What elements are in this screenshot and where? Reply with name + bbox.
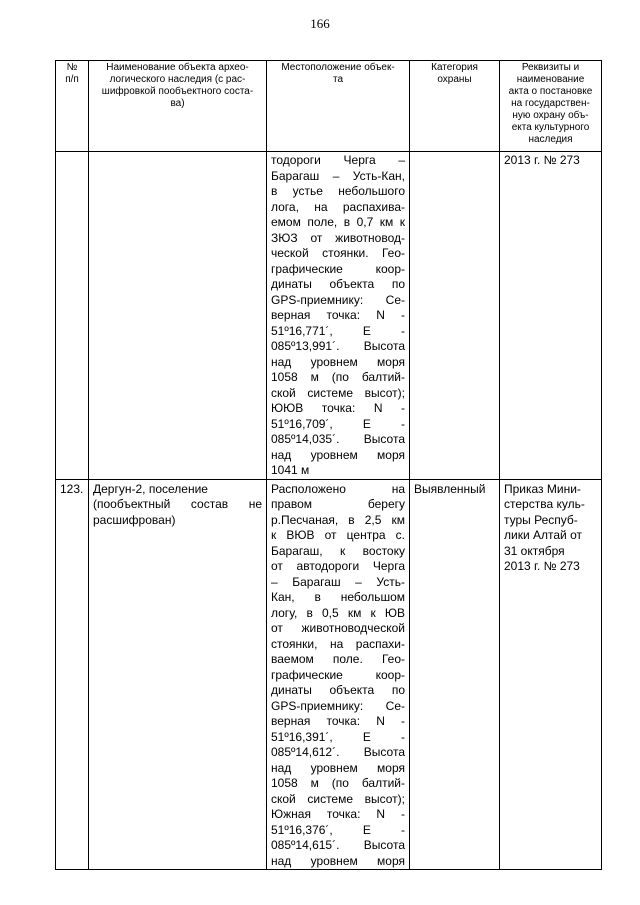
requisites-line: Приказ Мини- [504,481,581,496]
header-category [410,61,500,152]
location-line: к ВЮВ от центра с. [271,528,405,542]
cell-category: Выявленный [410,479,500,870]
requisites-line: 31 октября [504,543,565,558]
header-requisites-line: наследия [528,134,573,145]
location-line: графические коор- [271,261,405,276]
header-number-line: № [66,62,78,73]
cell-category [410,152,500,480]
table-header-row [56,61,602,152]
cell-requisites [500,479,602,870]
location-line: GPS-приемнику: Се- [271,698,405,713]
location-line: верная точка: N - [271,714,405,728]
table-row-123 [56,479,602,870]
header-requisites-line: наименование [516,74,585,85]
location-line: над уровнем моря [271,760,405,775]
header-requisites-line: Реквизиты и [521,62,580,73]
header-requisites-line: на государствен- [511,98,590,109]
requisites-line: лики Алтай от [504,528,582,542]
location-line: GPS-приемнику: Се- [271,292,405,307]
location-line: ЗЮЗ от животновод- [271,230,405,245]
location-line: Кан, в небольшом [271,590,405,604]
location-line: верная точка: N - [271,308,405,322]
header-number-line: п/п [65,74,79,85]
location-line: над уровнем моря [271,354,405,369]
cell-location [267,152,410,480]
header-object-name [89,61,267,152]
header-requisites-line: акта о постановке [508,86,593,97]
location-line: Южная точка: N - [271,807,405,821]
location-line: тодороги Черга – [271,153,405,167]
location-line: 51º16,709´, E - [271,416,405,431]
location-line: 085º14,612´. Высота [271,745,405,759]
header-category-line: охраны [437,74,472,85]
header-requisites-line: екта культурного [511,122,590,133]
location-line: ческой стоянки. Гео- [271,246,405,260]
location-line: – Барагаш – Усть- [271,574,405,589]
location-line: ской системе высот); [271,385,405,400]
heritage-registry-table [55,60,602,870]
requisites-line: стерства куль- [504,497,585,511]
location-line: Расположено на [271,481,405,496]
location-line: динаты объекта по [271,683,405,697]
location-line: 085º14,615´. Высота [271,838,405,852]
location-line: 51º16,391´, E - [271,729,405,744]
location-line: стоянки, на распахи- [271,636,405,651]
name-line: Дергун-2, поселение [93,481,208,496]
page-number: 166 [310,16,330,31]
table-row-continuation [56,152,602,480]
location-line: лога, на распахива- [271,199,405,214]
cell-number: 123. [56,479,89,870]
location-line: Барагаш, к востоку [271,543,405,558]
location-line: 1058 м (по балтий- [271,776,405,790]
location-line: ЮЮВ точка: N - [271,401,405,415]
header-number [56,61,89,152]
cell-number [56,152,89,480]
location-line: правом берегу [271,497,405,511]
location-line: от животноводческой [271,621,405,635]
location-line: 1058 м (по балтий- [271,370,405,384]
location-line: в устье небольшого [271,184,405,198]
location-line: динаты объекта по [271,277,405,291]
location-line: 51º16,376´, E - [271,822,405,837]
location-line: р.Песчаная, в 2,5 км [271,512,405,527]
requisites-line: туры Респуб- [504,512,578,527]
header-requisites-line: ную охрану объ- [512,110,589,121]
location-line: 085º14,035´. Высота [271,432,405,446]
name-line: расшифрован) [93,512,176,527]
header-name-line: логического наследия (с рас- [109,74,246,85]
header-location [267,61,410,152]
location-line: от автодороги Черга [271,559,405,573]
header-location-line: Местоположение объек- [281,62,395,73]
header-location-line: та [332,74,344,85]
location-line: логу, в 0,5 км к ЮВ [271,605,405,620]
requisites-line: 2013 г. № 273 [504,559,580,573]
location-line: графические коор- [271,667,405,682]
location-line: над уровнем моря [271,447,405,462]
location-line: емом поле, в 0,7 км к [271,215,405,229]
cell-requisites [500,152,602,480]
requisites-line: 2013 г. № 273 [504,153,580,167]
header-name-line: ва) [170,98,185,109]
location-line: над уровнем моря [271,853,405,868]
location-line: Барагаш – Усть-Кан, [271,168,405,183]
location-line: 1041 м [271,463,310,477]
location-line: ваемом поле. Гео- [271,652,405,666]
header-requisites [500,61,602,152]
header-name-line: Наименование объекта архео- [106,62,249,73]
location-line: 51º16,771´, E - [271,323,405,338]
header-category-line: Категория [431,62,478,73]
name-line: (пообъектный состав не [93,497,262,511]
location-line: ской системе высот); [271,791,405,806]
cell-object-name [89,152,267,480]
cell-object-name [89,479,267,870]
header-name-line: шифровкой пообъектного соста- [101,86,254,97]
cell-location [267,479,410,870]
location-line: 085º13,991´. Высота [271,339,405,353]
